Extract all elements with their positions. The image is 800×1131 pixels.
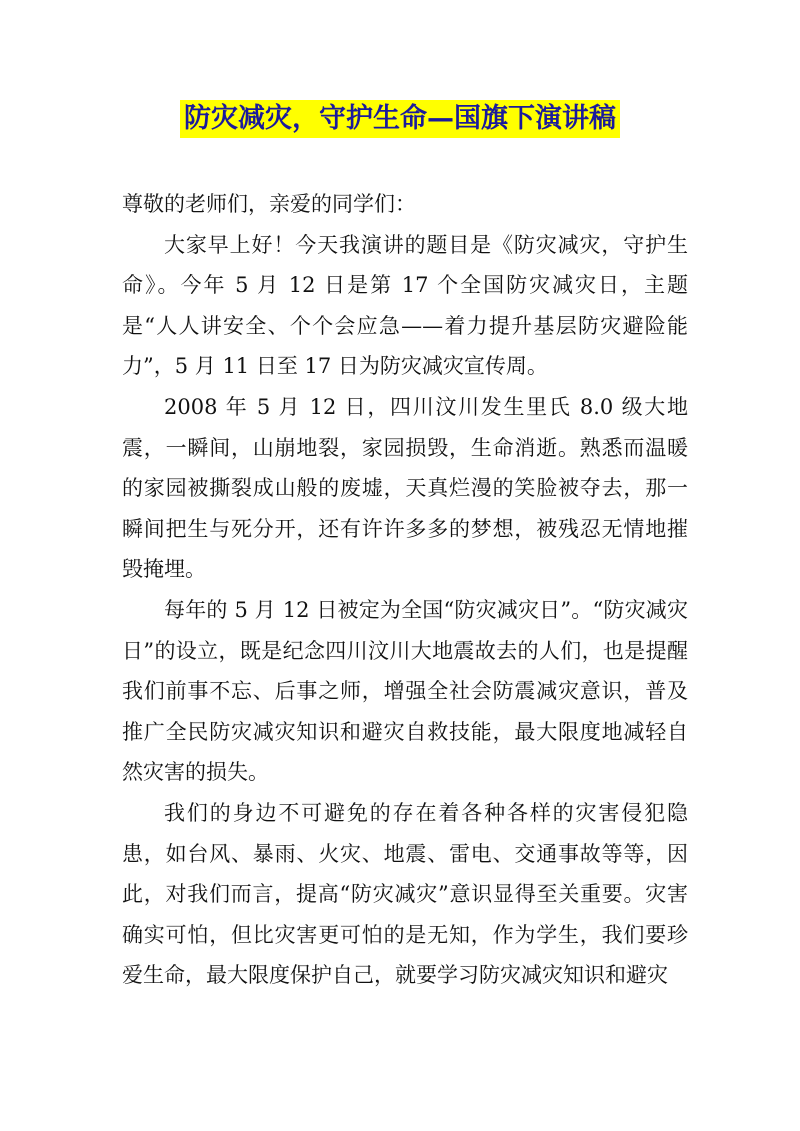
document-body [122, 184, 688, 996]
paragraph-wenchuan: 2008 年 5 月 12 日，四川汶川发生里氏 8.0 级大地震，一瞬间，山崩地裂，家园损毁，生命消逝。熟悉而温暖的家园被撕裂成山般的废墟，天真烂漫的笑脸被夺去，那一瞬间把生与死分开，还有许许多多的梦想，被残忍无情地摧毁掩埋。 [122, 394, 688, 582]
title-container [0, 100, 800, 138]
document-title: 防灾减灾，守护生命—国旗下演讲稿 [180, 100, 620, 138]
paragraph-hazards: 我们的身边不可避免的存在着各种各样的灾害侵犯隐患，如台风、暴雨、火灾、地震、雷电、交通事故等等，因此，对我们而言，提高“防灾减灾”意识显得至关重要。灾害确实可怕，但比灾害更可怕的是无知，作为学生，我们要珍爱生命，最大限度保护自己，就要学习防灾减灾知识和避灾 [122, 800, 688, 988]
paragraph-intro: 大家早上好！今天我演讲的题目是《防灾减灾，守护生命》。今年 5 月 12 日是第 17 个全国防灾减灾日，主题是“人人讲安全、个个会应急——着力提升基层防灾避险能力”，5 月 11 日至 17 日为防灾减灾宣传周。 [122, 232, 688, 379]
paragraph-disaster-day: 每年的 5 月 12 日被定为全国“防灾减灾日”。“防灾减灾日”的设立，既是纪念四川汶川大地震故去的人们，也是提醒我们前事不忘、后事之师，增强全社会防震减灾意识，普及推广全民防灾减灾知识和避灾自救技能，最大限度地减轻自然灾害的损失。 [122, 597, 688, 785]
salutation: 尊敬的老师们，亲爱的同学们： [122, 192, 416, 216]
